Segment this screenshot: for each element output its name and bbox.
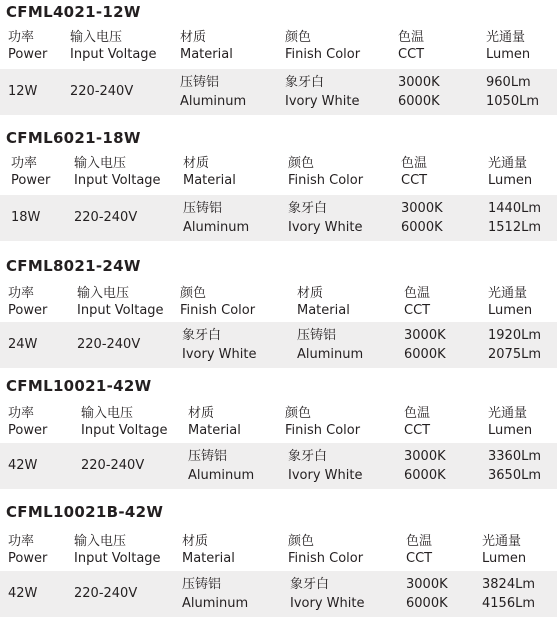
value-power: 42W — [8, 458, 38, 473]
header-cct: 色温 CCT — [406, 534, 433, 566]
header-material: 材质 Material — [180, 30, 233, 62]
value-power: 12W — [8, 84, 38, 99]
header-material: 材质 Material — [188, 406, 241, 438]
header-power: 功率 Power — [8, 30, 48, 62]
spec-value-row — [0, 195, 557, 241]
model-title: CFML10021B-42W — [6, 503, 164, 521]
header-finish-color: 颜色 Finish Color — [285, 30, 361, 62]
value-finish-color: 象牙白 Ivory White — [290, 577, 365, 611]
value-cct: 3000K 6000K — [404, 328, 446, 362]
value-voltage: 220-240V — [74, 586, 138, 601]
header-cct: 色温 CCT — [398, 30, 425, 62]
value-finish-color: 象牙白 Ivory White — [288, 201, 363, 235]
header-finish-color: 颜色 Finish Color — [288, 534, 364, 566]
value-voltage: 220-240V — [74, 210, 138, 225]
value-lumen: 1440Lm 1512Lm — [488, 201, 541, 235]
value-finish-color: 象牙白 Ivory White — [285, 75, 360, 109]
header-lumen: 光通量 Lumen — [482, 534, 527, 566]
header-finish-color: 颜色 Finish Color — [285, 406, 361, 438]
header-material: 材质 Material — [297, 286, 350, 318]
value-cct: 3000K 6000K — [404, 449, 446, 483]
header-material: 材质 Material — [183, 156, 236, 188]
value-cct: 3000K 6000K — [398, 75, 440, 109]
header-power: 功率 Power — [11, 156, 51, 188]
model-title: CFML4021-12W — [6, 3, 141, 21]
value-material: 压铸铝 Aluminum — [297, 328, 364, 362]
value-material: 压铸铝 Aluminum — [183, 201, 250, 235]
model-title: CFML6021-18W — [6, 129, 141, 147]
value-finish-color: 象牙白 Ivory White — [288, 449, 363, 483]
header-power: 功率 Power — [8, 286, 48, 318]
value-lumen: 3360Lm 3650Lm — [488, 449, 541, 483]
header-finish-color: 颜色 Finish Color — [180, 286, 256, 318]
header-lumen: 光通量 Lumen — [488, 286, 533, 318]
header-power: 功率 Power — [8, 534, 48, 566]
header-power: 功率 Power — [8, 406, 48, 438]
value-lumen: 3824Lm 4156Lm — [482, 577, 535, 611]
header-material: 材质 Material — [182, 534, 235, 566]
value-lumen: 960Lm 1050Lm — [486, 75, 539, 109]
header-input-voltage: 输入电压 Input Voltage — [81, 406, 168, 438]
value-power: 24W — [8, 337, 38, 352]
spec-value-row — [0, 69, 557, 115]
header-cct: 色温 CCT — [404, 286, 431, 318]
spec-value-row — [0, 322, 557, 368]
spec-header-row — [0, 29, 557, 71]
model-title: CFML10021-42W — [6, 377, 152, 395]
spec-header-row — [0, 155, 557, 197]
spec-header-row — [0, 285, 557, 327]
value-finish-color: 象牙白 Ivory White — [182, 328, 257, 362]
value-lumen: 1920Lm 2075Lm — [488, 328, 541, 362]
header-cct: 色温 CCT — [401, 156, 428, 188]
spec-header-row — [0, 405, 557, 447]
value-material: 压铸铝 Aluminum — [182, 577, 249, 611]
value-voltage: 220-240V — [77, 337, 141, 352]
value-voltage: 220-240V — [70, 84, 134, 99]
header-lumen: 光通量 Lumen — [488, 156, 533, 188]
header-lumen: 光通量 Lumen — [486, 30, 531, 62]
model-title: CFML8021-24W — [6, 257, 141, 275]
header-input-voltage: 输入电压 Input Voltage — [74, 156, 161, 188]
spec-value-row — [0, 571, 557, 617]
spec-header-row — [0, 533, 557, 575]
header-input-voltage: 输入电压 Input Voltage — [77, 286, 164, 318]
value-material: 压铸铝 Aluminum — [180, 75, 247, 109]
value-power: 18W — [11, 210, 41, 225]
header-lumen: 光通量 Lumen — [488, 406, 533, 438]
value-power: 42W — [8, 586, 38, 601]
value-voltage: 220-240V — [81, 458, 145, 473]
spec-value-row — [0, 443, 557, 489]
header-cct: 色温 CCT — [404, 406, 431, 438]
header-input-voltage: 输入电压 Input Voltage — [74, 534, 161, 566]
value-material: 压铸铝 Aluminum — [188, 449, 255, 483]
value-cct: 3000K 6000K — [406, 577, 448, 611]
header-finish-color: 颜色 Finish Color — [288, 156, 364, 188]
header-input-voltage: 输入电压 Input Voltage — [70, 30, 157, 62]
value-cct: 3000K 6000K — [401, 201, 443, 235]
